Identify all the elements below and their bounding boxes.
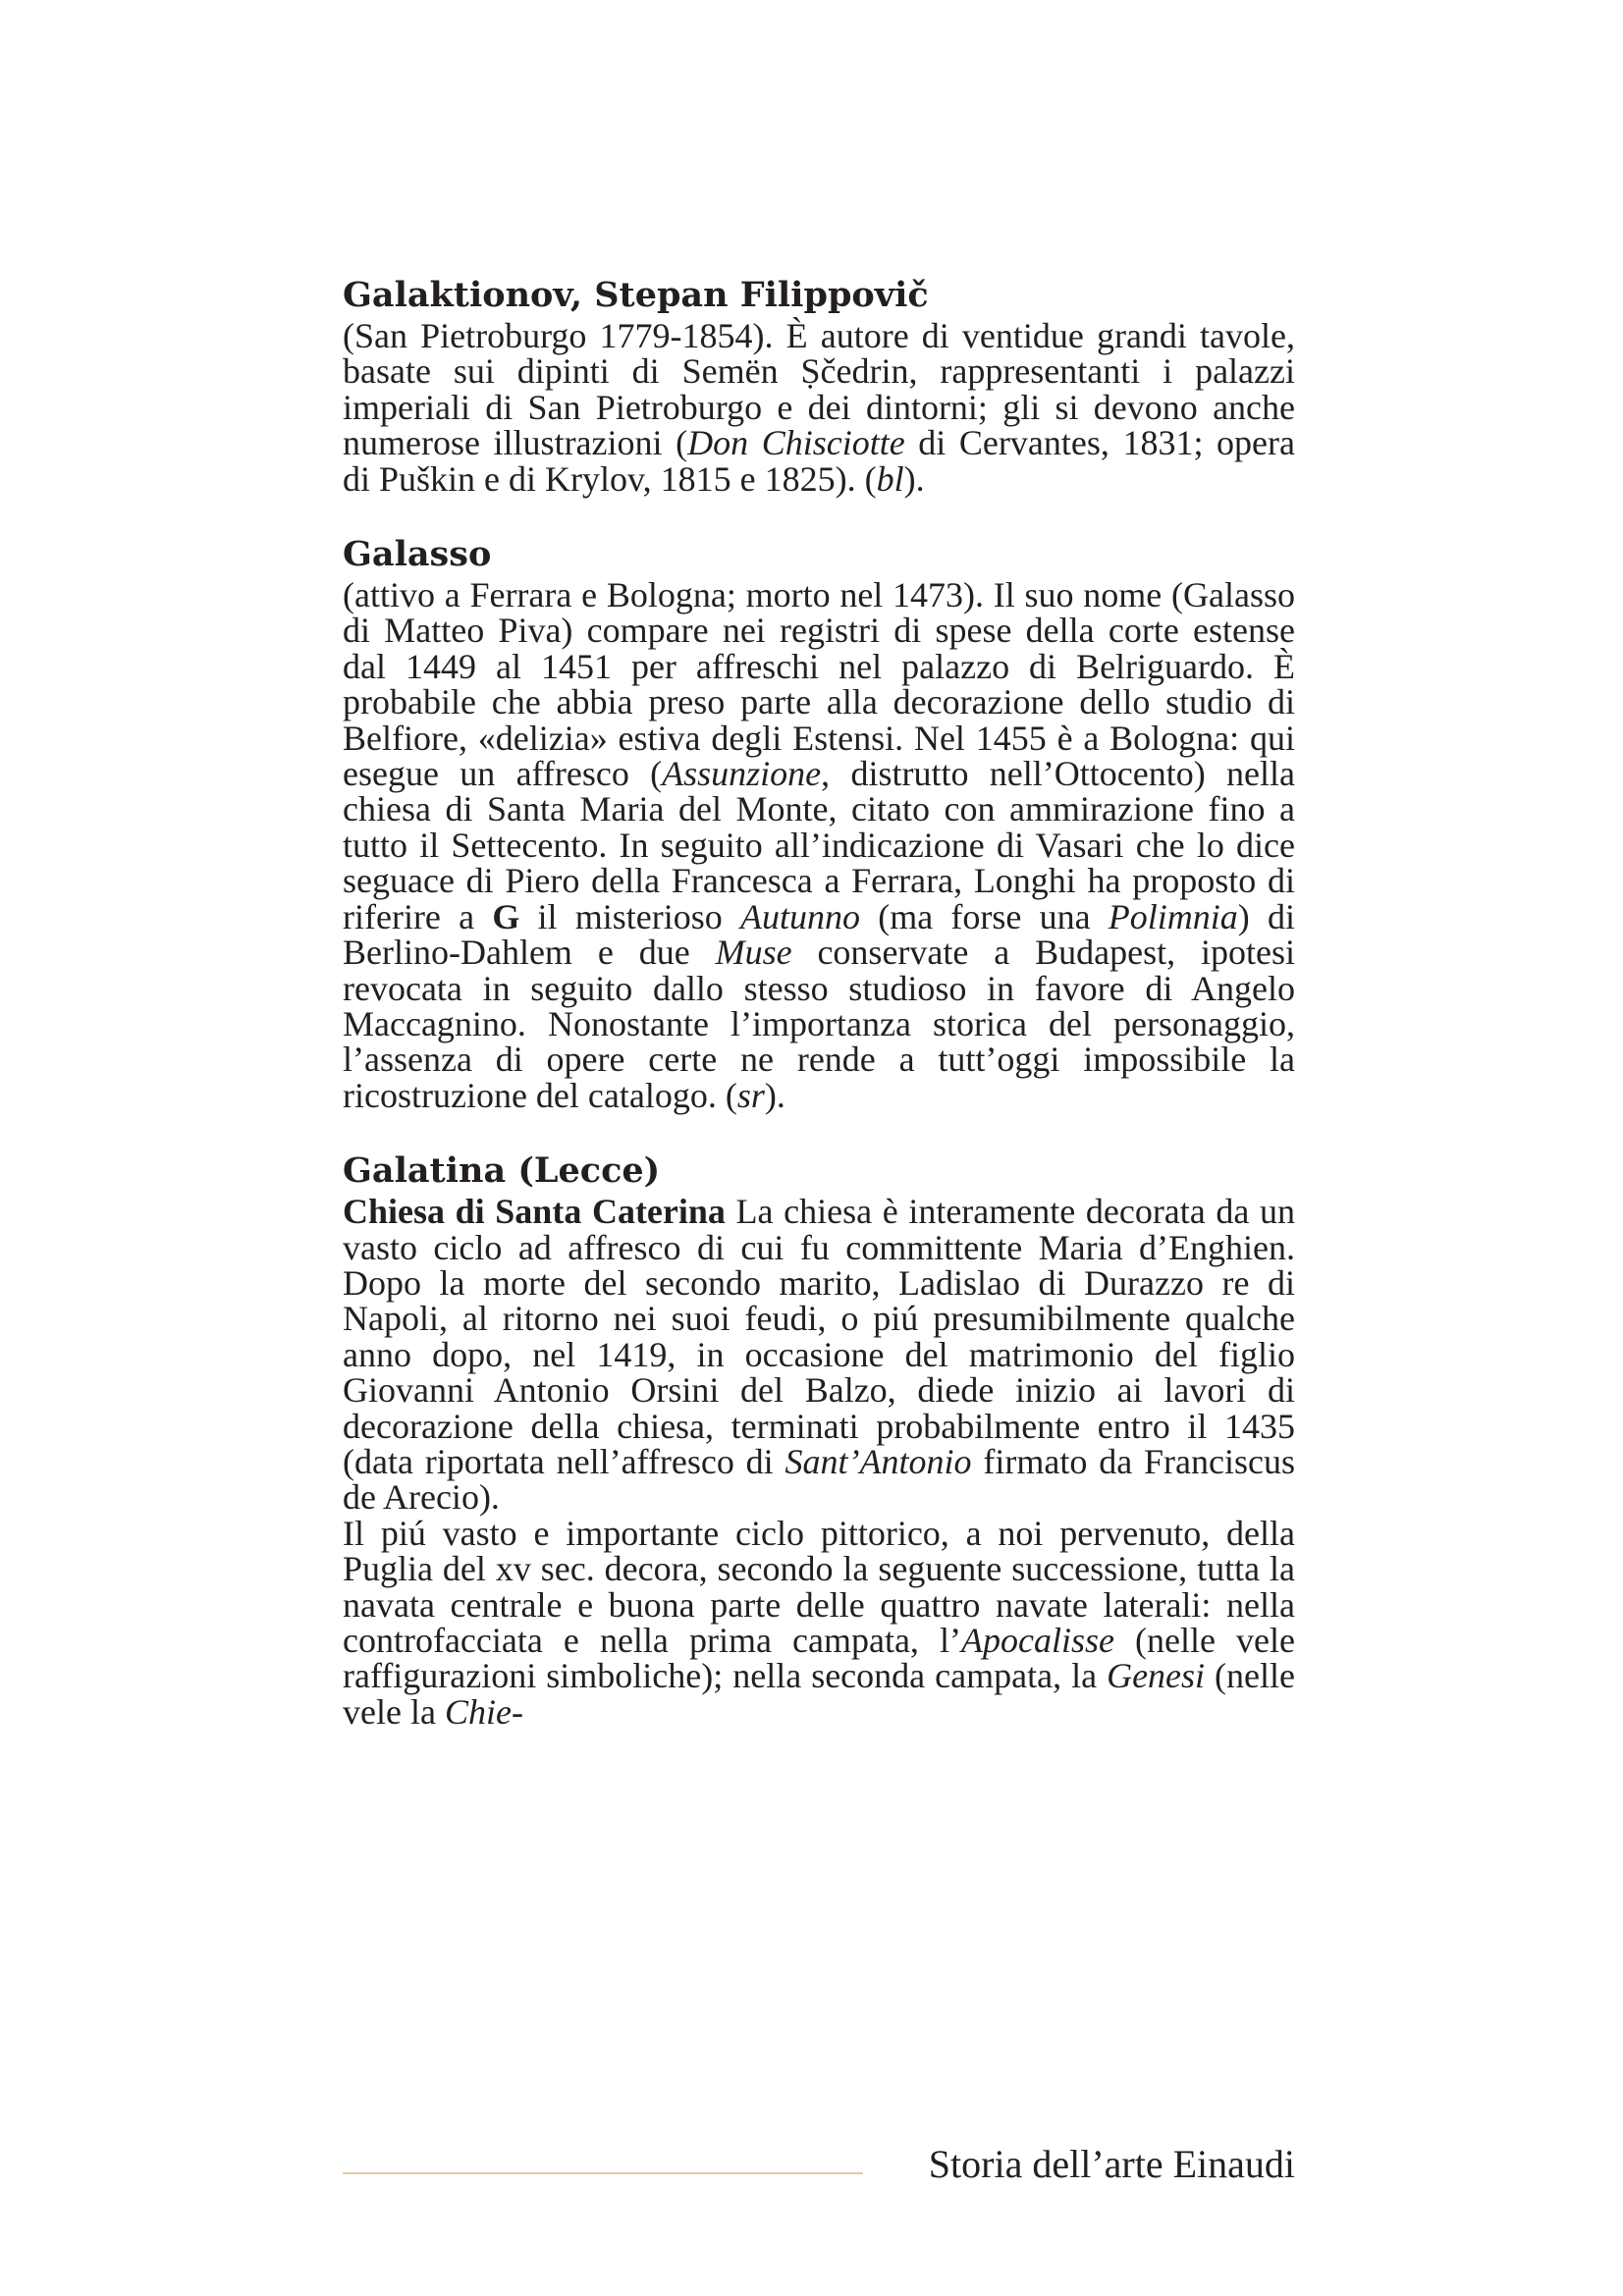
footer-rule xyxy=(343,2172,863,2174)
italic-text: Sant’Antonio xyxy=(784,1441,972,1481)
text-run: (attivo a Ferrara e Bologna; morto nel 1473). Il suo nome (Galasso di Matteo Piva) compare nei registri di spese della corte estense dal 1449 al 1451 per affreschi nel palazzo di Belriguardo. È probabile che abbia preso parte alla decorazione dello studio di Belfiore, «delizia» estiva degli Estensi. Nel 1455 è a Bologna: qui esegue un affresco ( xyxy=(343,575,1295,794)
text-run: conservate a Budapest, ipotesi revocata in seguito dallo stesso studioso in favore di Angelo Maccagnino. Nonostante l’importanza storica del personaggio, l’assenza di opere certe ne rende a tutt’oggi impossibile la ricostruzione del catalogo. ( xyxy=(343,933,1296,1115)
page-footer xyxy=(343,2140,1295,2189)
entry-galasso xyxy=(343,532,1295,1113)
italic-text: Autunno xyxy=(740,896,860,936)
italic-text: Muse xyxy=(715,933,792,973)
italic-text: Genesi xyxy=(1107,1656,1206,1696)
italic-text: Polimnia xyxy=(1108,896,1238,936)
bold-text: G xyxy=(492,896,520,936)
entry-paragraph xyxy=(343,577,1295,1113)
text-run: , distrutto nell’Ottocento) nella chiesa di Santa Maria del Monte, citato con ammirazione fino a tutto il Settecento. In seguito all’indicazione di Vasari che lo dice seguace di Piero della Francesca a Ferrara, Longhi ha proposto di riferire a xyxy=(343,754,1295,936)
footer-publisher: Storia dell’arte Einaudi xyxy=(928,2142,1295,2186)
text-run: (San Pietroburgo 1779-1854). È autore di ventidue grandi tavole, basate sui dipinti di Semën Ṣčedrin, rappresentanti i palazzi imperiali di San Pietroburgo e dei dintorni; gli si devono anche numerose illustrazioni ( xyxy=(343,316,1295,463)
text-run: Il piú vasto e importante ciclo pittorico, a noi pervenuto, della Puglia del xv sec. decora, secondo la seguente successione, tutta la navata centrale e buona parte delle quattro navate laterali: nella controfacciata e nella prima campata, l’ xyxy=(343,1513,1295,1660)
text-run: ) di Berlino-Dahlem e due xyxy=(343,896,1295,973)
text-run: ). xyxy=(764,1075,785,1115)
text-run: firmato da Franciscus de Arecio). xyxy=(343,1441,1296,1518)
italic-text: Chie- xyxy=(444,1691,523,1732)
page-content xyxy=(343,273,1295,1765)
italic-text: Apocalisse xyxy=(960,1621,1114,1660)
text-run: La chiesa è interamente decorata da un vasto ciclo ad affresco di cui fu committente Maria d’Enghien. Dopo la morte del secondo marito, Ladislao di Durazzo re di Napoli, al ritorno nei suoi feudi, o piú presumibilmente qualche anno dopo, nel 1419, in occasione del matrimonio del figlio Giovanni Antonio Orsini del Balzo, diede inizio ai lavori di decorazione della chiesa, terminati probabilmente entro il 1435 (data riportata nell’affresco di xyxy=(343,1192,1296,1481)
entry-title: Galaktionov, Stepan Filippovič xyxy=(343,275,929,315)
text-run: (nelle vele raffigurazioni simboliche); nella seconda campata, la xyxy=(343,1621,1295,1696)
entry-paragraph xyxy=(343,1513,1296,1732)
text-run: (nelle vele la xyxy=(343,1656,1296,1732)
text-run: di Cervantes, 1831; opera di Puškin e di Krylov, 1815 e 1825). ( xyxy=(343,423,1295,499)
bold-text: Chiesa di Santa Caterina xyxy=(343,1192,726,1232)
entry-paragraph xyxy=(343,1194,1295,1516)
entry-title: Galatina (Lecce) xyxy=(343,1150,661,1192)
italic-text: sr xyxy=(736,1075,765,1115)
entry-galaktionov xyxy=(343,273,1295,497)
text-run: il misterioso xyxy=(519,896,740,936)
text-run: ). xyxy=(903,458,925,499)
entry-title: Galasso xyxy=(343,534,492,575)
text-run: (ma forse una xyxy=(860,896,1109,936)
entry-galatina xyxy=(343,1148,1295,1730)
italic-text: Assunzione xyxy=(662,754,822,794)
italic-text: Don Chisciotte xyxy=(687,423,905,463)
italic-text: bl xyxy=(876,458,904,499)
entry-paragraph xyxy=(343,318,1295,497)
